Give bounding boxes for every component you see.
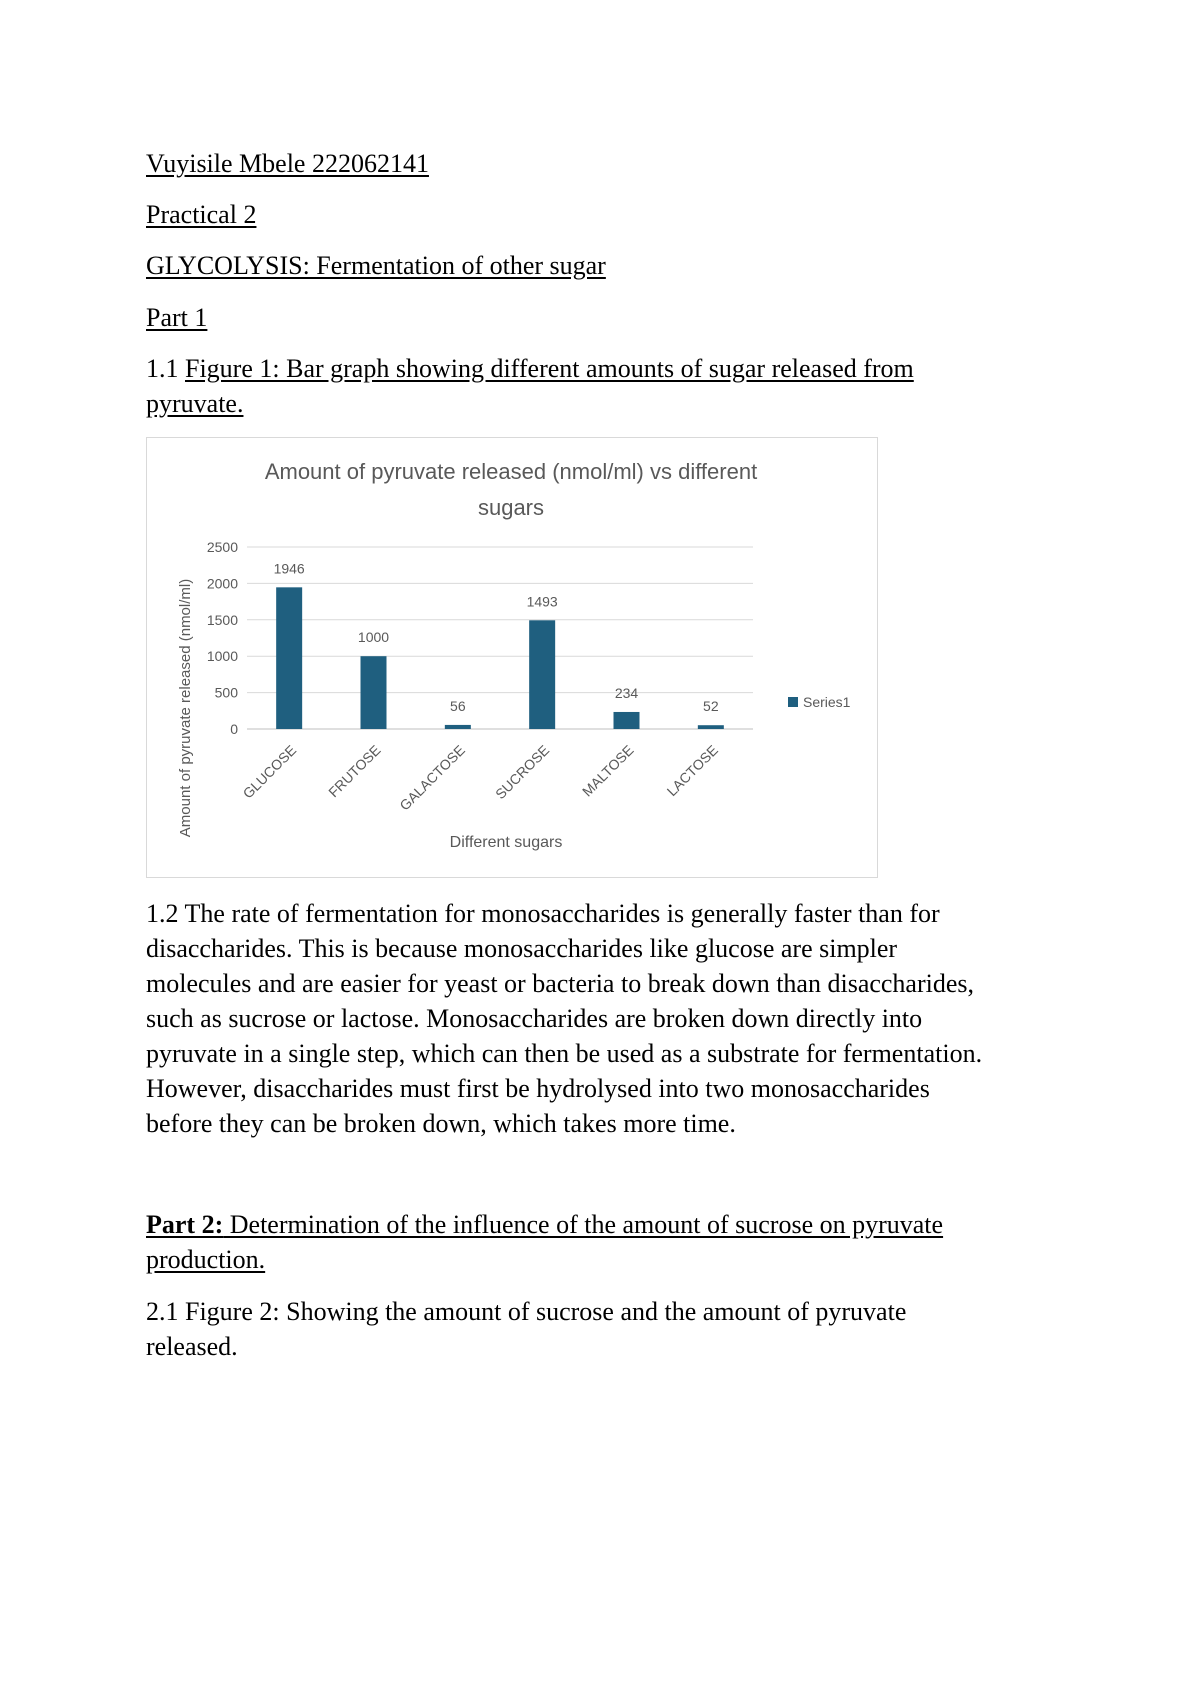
bar-chart	[147, 438, 877, 877]
figure1-caption-line1: Figure 1: Bar graph showing different amounts of sugar released from	[185, 354, 914, 383]
legend-swatch	[788, 697, 798, 707]
bar-frutose	[361, 656, 387, 729]
part2-label: Part 2:	[146, 1210, 224, 1239]
data-label: 1946	[273, 560, 305, 577]
bar-lactose	[698, 725, 724, 729]
data-label: 1000	[357, 629, 390, 646]
paragraph-line: 1.2 The rate of fermentation for monosaccharides is generally faster than for	[146, 899, 940, 928]
paragraph-line: molecules and are easier for yeast or bacteria to break down than disaccharides,	[146, 969, 975, 998]
x-tick-label: MALTOSE	[578, 741, 637, 800]
part2-title-line2: production.	[146, 1245, 266, 1274]
practical-title: Practical 2	[146, 200, 257, 229]
y-tick-label: 500	[214, 684, 238, 701]
section-number: 1.1	[146, 354, 179, 383]
chart-title-line1: Amount of pyruvate released (nmol/ml) vs different	[264, 459, 758, 484]
figure2-caption-line1: 2.1 Figure 2: Showing the amount of sucrose and the amount of pyruvate	[146, 1297, 907, 1326]
y-tick-label: 1500	[206, 611, 238, 628]
bar-galactose	[445, 725, 471, 729]
section-1-2-paragraph	[146, 896, 1076, 1141]
figure2-caption-line2: released.	[146, 1332, 238, 1361]
legend-label: Series1	[803, 694, 851, 710]
x-tick-label: GALACTOSE	[396, 741, 468, 814]
x-tick-label: SUCROSE	[492, 741, 553, 803]
topic-title: GLYCOLYSIS: Fermentation of other sugar	[146, 251, 606, 280]
part1-heading: Part 1	[146, 303, 208, 332]
x-tick-label: GLUCOSE	[239, 741, 300, 802]
y-tick-label: 0	[230, 721, 238, 737]
paragraph-line: disaccharides. This is because monosaccharides like glucose are simpler	[146, 934, 898, 963]
y-axis-label: Amount of pyruvate released (nmol/ml)	[177, 578, 194, 838]
x-tick-label: LACTOSE	[663, 741, 721, 800]
data-label: 1493	[526, 593, 558, 610]
x-tick-label: FRUTOSE	[325, 741, 384, 801]
paragraph-line: before they can be broken down, which takes more time.	[146, 1109, 736, 1138]
y-tick-label: 2000	[206, 575, 238, 592]
y-tick-label: 2500	[206, 539, 238, 555]
paragraph-line: such as sucrose or lactose. Monosaccharides are broken down directly into	[146, 1004, 923, 1033]
paragraph-line: However, disaccharides must first be hydrolysed into two monosaccharides	[146, 1074, 930, 1103]
bar-sucrose	[529, 620, 555, 729]
chart-title-line2: sugars	[477, 495, 545, 520]
figure1-caption-line2: pyruvate.	[146, 389, 244, 418]
part2-heading	[146, 1207, 943, 1242]
y-tick-label: 1000	[206, 648, 238, 665]
figure1-caption	[146, 351, 914, 386]
bar-glucose	[276, 587, 302, 729]
bar-maltose	[614, 712, 640, 729]
figure1-chart	[146, 437, 878, 878]
data-label: 56	[450, 697, 466, 714]
data-label: 234	[614, 684, 639, 701]
part2-title-line1: Determination of the influence of the amount of sucrose on pyruvate	[223, 1210, 944, 1239]
author-line: Vuyisile Mbele 222062141	[146, 149, 429, 178]
data-label: 52	[703, 698, 719, 715]
paragraph-line: pyruvate in a single step, which can then be used as a substrate for fermentation.	[146, 1039, 983, 1068]
x-axis-label: Different sugars	[449, 834, 563, 851]
